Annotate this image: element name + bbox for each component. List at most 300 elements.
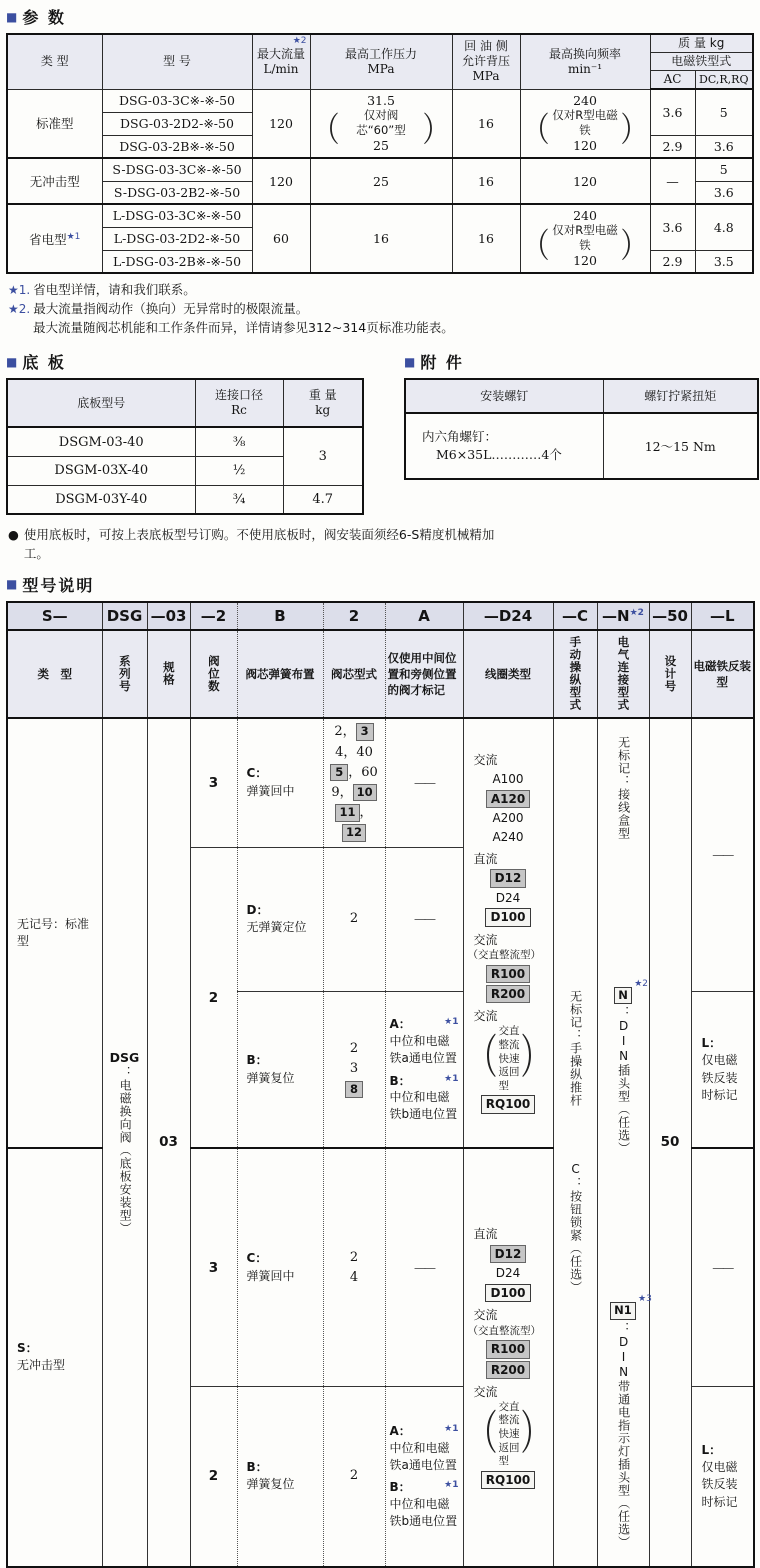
frequency-top: 240 (573, 208, 597, 223)
reverse-cell (691, 1148, 754, 1386)
mass-ac: — (650, 158, 695, 204)
big-paren-right: ） (620, 111, 648, 151)
table-row (7, 427, 363, 456)
positions-value: 2 (208, 1468, 219, 1485)
mark-a-code: A： (389, 1423, 411, 1438)
option-value: A240 (492, 829, 524, 844)
pressure-bottom: 25 (373, 137, 389, 153)
col-header-backpressure (452, 34, 520, 89)
spool-cell (323, 848, 385, 992)
electrical-cell (597, 718, 652, 1567)
spring-code: D： (246, 903, 269, 918)
baseplate-section (6, 348, 364, 515)
desc-mark: 仅使用中间位置和旁侧位置的阀才标记 (385, 630, 463, 718)
spring-code: C： (246, 766, 268, 781)
mark-option-b (390, 1479, 459, 1529)
boxed-option: R200 (486, 985, 530, 1003)
reverse-cell (691, 718, 754, 992)
subtitle-line: 型 (498, 1079, 509, 1092)
big-paren-left: （ (467, 1031, 498, 1086)
weight-line1: 重 量 (308, 388, 337, 403)
coil-group-label: 直流 (473, 851, 498, 866)
option-value: 2 (334, 724, 343, 740)
coil-option-row (466, 890, 551, 907)
model-cell: DSG-03-2D2-※-50 (102, 112, 252, 135)
params-title-text: 参 数 (22, 8, 66, 27)
mark-option-b (390, 1073, 459, 1123)
eco-footnote-mark: ★1 (66, 231, 81, 242)
big-paren-right: ） (520, 1031, 551, 1086)
mark-b-text: 中位和电磁铁b通电位置 (389, 1090, 458, 1122)
boxed-option: RQ100 (481, 1471, 536, 1489)
frequency-value (520, 89, 650, 158)
coil-options (466, 1095, 551, 1113)
port-size: ½ (195, 456, 283, 485)
footnote-text: 最大流量指阀动作（换向）无异常时的极限流量。 (33, 300, 309, 316)
desc-positions (190, 630, 237, 718)
code-dsg: DSG (102, 602, 147, 630)
port-size: ¾ (195, 485, 283, 514)
boxed-option: 3 (356, 723, 374, 741)
boxed-option: R200 (486, 1361, 530, 1379)
mounting-screw-value (405, 413, 603, 479)
subtitle-line: 交直整流 (498, 1400, 520, 1427)
option-value: 4 (335, 744, 344, 760)
design-number: 50 (660, 1134, 680, 1151)
coil-option-row (466, 1284, 551, 1302)
coil-group-label: 交流 (473, 932, 498, 947)
backpressure-header-line2: 允许背压 (461, 54, 510, 69)
mark-cell (385, 1148, 463, 1386)
big-paren-left: （ (522, 226, 550, 266)
dash: —— (712, 847, 733, 862)
baseplate-section-title (6, 350, 364, 373)
baseplate-table (6, 378, 364, 515)
flow-header-line2: L/min (263, 61, 299, 76)
series-code: DSG (109, 1049, 140, 1065)
desc-series (102, 630, 147, 718)
electrical-option-n (614, 978, 648, 1156)
spool-option-row (326, 722, 383, 742)
coil-group (466, 1307, 551, 1379)
backpressure-header-line1: 回 油 侧 (464, 39, 508, 54)
n1-note: ★3 (638, 1294, 652, 1305)
frequency-bottom: 120 (573, 137, 597, 153)
option-value: A200 (492, 811, 524, 826)
spool-option-row (326, 1248, 383, 1268)
col-header-mass: 质 量 kg (650, 34, 753, 53)
spool-option-row (326, 1080, 383, 1100)
coil-group-subtitle: （交直整流型） (467, 1324, 541, 1337)
code-n (597, 602, 649, 630)
dash: —— (712, 1260, 733, 1275)
option-value: D24 (495, 890, 521, 905)
col-header-dc: DC,R,RQ (695, 71, 753, 90)
frequency-value (520, 204, 650, 273)
n-footnote-mark: ★2 (629, 607, 644, 618)
separator: ， (342, 724, 356, 740)
model-title-text: 型号说明 (22, 575, 95, 595)
col-header-model: 型 号 (102, 34, 252, 89)
coil-option-row (466, 810, 551, 827)
type-shockless: 无冲击型 (7, 158, 102, 204)
spring-cell (237, 1387, 323, 1567)
electrical-default: 无标记：接线盒型 (616, 735, 631, 840)
boxed-option: RQ100 (481, 1095, 536, 1113)
flow-value: 120 (252, 158, 310, 204)
frequency-condition: 仅对R型电磁铁 (552, 223, 618, 252)
model-cell: S-DSG-03-2B2-※-50 (102, 181, 252, 204)
positions-cell (190, 1387, 237, 1567)
coil-group-subtitle: （交直整流型） (467, 949, 541, 962)
frequency-top: 240 (573, 92, 597, 108)
spring-cell (237, 718, 323, 848)
code-s: S— (7, 602, 102, 630)
subtitle-line: 交直整流 (498, 1025, 520, 1051)
coil-group (466, 752, 551, 845)
spring-cell (237, 991, 323, 1148)
col-header-weight (283, 379, 363, 427)
desc-electrical (597, 630, 649, 718)
baseplate-weight: 3 (283, 427, 363, 485)
coil-options (466, 771, 551, 846)
desc-size (147, 630, 190, 718)
positions-cell (190, 1148, 237, 1386)
boxed-option: R100 (486, 1340, 530, 1358)
boxed-option: 8 (345, 1081, 363, 1099)
description-row (7, 630, 754, 718)
boxed-option: D12 (490, 1245, 527, 1263)
dash: —— (414, 775, 434, 790)
code-l: —L (691, 602, 754, 630)
accessory-section (404, 348, 759, 480)
coil-option-row (466, 1095, 551, 1113)
type-ecosave-label: 省电型 (29, 231, 67, 247)
big-paren-right: ） (620, 226, 648, 266)
spring-label: 弹簧复位 (246, 1070, 295, 1085)
coil-option-row (466, 985, 551, 1003)
coil-group (466, 932, 551, 1004)
spring-label: 弹簧回中 (246, 783, 295, 798)
col-header-mounting-screw: 安装螺钉 (405, 379, 603, 413)
frequency-condition: 仅对R型电磁铁 (552, 107, 618, 137)
mark-a-note: ★1 (444, 1017, 459, 1028)
mark-b-note: ★1 (444, 1073, 459, 1084)
model-section-title (6, 573, 755, 596)
spring-label: 弹簧复位 (246, 1477, 295, 1492)
mass-ac: 2.9 (650, 250, 695, 273)
desc-reverse: 电磁铁反装型 (691, 630, 754, 718)
code-row (7, 602, 754, 630)
desc-size-text: 规格 (161, 661, 176, 687)
big-paren-left: （ (522, 111, 550, 151)
mark-cell (385, 848, 463, 992)
parameters-table (6, 33, 754, 274)
col-header-torque: 螺钉拧紧扭矩 (603, 379, 758, 413)
screw-line2: M6×35L…………4个 (436, 447, 562, 463)
accessory-section-title (404, 350, 759, 373)
desc-manual (553, 630, 597, 718)
baseplate-model: DSGM-03X-40 (7, 456, 195, 485)
pressure-header-line1: 最高工作压力 (344, 46, 417, 61)
frequency-header-line2: min⁻¹ (567, 61, 603, 76)
col-header-port-size (195, 379, 283, 427)
positions-cell (190, 848, 237, 1149)
col-header-solenoid-type: 电磁铁型式 (650, 53, 753, 71)
reverse-cell (691, 1387, 754, 1567)
mark-a-code: A： (389, 1017, 411, 1032)
model-cell: DSG-03-3C※-※-50 (102, 89, 252, 112)
coil-option-row (466, 908, 551, 926)
col-header-frequency (520, 34, 650, 89)
option-value: 3 (349, 1061, 359, 1077)
coil-options (466, 965, 551, 1003)
section-square-icon: ■ (6, 9, 18, 24)
series-cell (102, 718, 147, 1567)
boxed-option: 5 (330, 764, 348, 782)
mark-a-text: 中位和电磁铁a通电位置 (389, 1440, 457, 1472)
desc-design (649, 630, 691, 718)
design-cell (649, 718, 691, 1567)
type-shockless-code: S： (17, 1341, 38, 1356)
n-label: ：DIN插头型（任选） (616, 1006, 631, 1156)
accessory-table (404, 378, 759, 480)
spool-cell (323, 1148, 385, 1386)
footnote-text: 最大流量随阀芯机能和工作条件而异，详情请参见312~314页标准功能表。 (33, 319, 454, 335)
option-value: D24 (495, 1265, 521, 1280)
code-spool: 2 (323, 602, 385, 630)
series-description: ：电磁换向阀（底板安装型） (118, 1065, 133, 1235)
subtitle-line: 快速返回 (498, 1052, 520, 1079)
model-code-table (6, 601, 755, 1568)
reverse-l-code: L： (701, 1442, 722, 1457)
desc-type: 类 型 (7, 630, 102, 718)
spool-option-row (326, 1059, 383, 1079)
boxed-option: 10 (353, 784, 377, 802)
coil-option-row (466, 771, 551, 788)
flow-value: 120 (252, 89, 310, 158)
coil-option-row (466, 1340, 551, 1358)
reverse-l-code: L： (701, 1035, 722, 1050)
col-header-flow (252, 34, 310, 89)
mass-dc: 3.6 (695, 181, 753, 204)
col-header-baseplate-model: 底板型号 (7, 379, 195, 427)
section-square-icon: ■ (6, 577, 18, 592)
separator: ， (348, 764, 362, 780)
type-shockless-cell (7, 1148, 102, 1566)
coil-options (466, 1340, 551, 1378)
spool-option-row (326, 743, 383, 763)
port-size-line2: Rc (231, 403, 247, 418)
desc-electrical-text: 电气连接型式 (616, 636, 631, 712)
coil-group-label: 交流 (473, 753, 498, 768)
coil-group-label: 交流 (473, 1009, 498, 1024)
dash: —— (414, 1260, 434, 1275)
spring-cell (237, 848, 323, 992)
footnote-mark: ★1. (8, 283, 31, 298)
mass-ac: 2.9 (650, 135, 695, 158)
positions-value: 2 (208, 989, 219, 1006)
col-header-type: 类 型 (7, 34, 102, 89)
size-cell (147, 718, 190, 1567)
backpressure-value: 16 (452, 158, 520, 204)
model-cell: L-DSG-03-2D2-※-50 (102, 227, 252, 250)
separator: ， (339, 784, 353, 800)
coil-option-row (466, 869, 551, 887)
backpressure-value: 16 (452, 89, 520, 158)
option-value: 9 (331, 784, 340, 800)
footnote-mark: ★2. (8, 301, 31, 316)
spool-option-row (326, 783, 383, 803)
coil-options (466, 1245, 551, 1302)
mark-b-code: B： (389, 1480, 411, 1495)
option-value: 2 (349, 911, 359, 927)
pressure-top: 31.5 (367, 92, 395, 108)
mark-option-a (390, 1423, 459, 1473)
boxed-option: R100 (486, 965, 530, 983)
reverse-l-text: 仅电磁铁反装时标记 (701, 1459, 738, 1509)
option-value: 4 (349, 1269, 359, 1285)
spring-label: 弹簧回中 (246, 1268, 295, 1283)
type-standard-cell: 无记号：标准型 (7, 718, 102, 1149)
pressure-condition: 仅对阀芯“60”型 (356, 107, 406, 137)
footnote-3 (8, 319, 755, 338)
accessory-title-text: 附 件 (420, 353, 464, 373)
bullet-icon: ● (8, 527, 19, 543)
spool-cell (323, 1387, 385, 1567)
code-b: B (237, 602, 323, 630)
spring-code: C： (246, 1251, 268, 1266)
big-paren-left: （ (467, 1406, 498, 1462)
electrical-option-n1 (610, 1294, 652, 1549)
mass-dc: 3.6 (695, 135, 753, 158)
footnote-mark (8, 319, 30, 338)
table-row (7, 89, 753, 112)
type-shockless-label: 无冲击型 (17, 1358, 66, 1373)
baseplate-title-text: 底 板 (22, 353, 66, 373)
separator: ， (359, 805, 373, 821)
desc-series-text: 系列号 (117, 654, 132, 693)
spring-label: 无弹簧定位 (246, 920, 307, 935)
torque-value: 12～15 Nm (603, 413, 758, 479)
mark-a-text: 中位和电磁铁a通电位置 (389, 1033, 457, 1065)
backpressure-header-line3: MPa (472, 69, 500, 84)
coil-group-subtitle (466, 1025, 551, 1093)
baseplate-model: DSGM-03-40 (7, 427, 195, 456)
coil-option-row (466, 829, 551, 846)
boxed-option: 11 (335, 804, 359, 822)
coil-group-label: 交流 (473, 1384, 498, 1399)
code-a: A (385, 602, 463, 630)
option-value: 2 (349, 1041, 359, 1057)
flow-value: 60 (252, 204, 310, 273)
mark-option-a (390, 1016, 459, 1066)
mass-ac: 3.6 (650, 89, 695, 135)
n-box: N (614, 987, 632, 1005)
reverse-l-text: 仅电磁铁反装时标记 (701, 1053, 738, 1102)
n1-label: ：DIN带通电指示灯插头型（任选） (616, 1321, 631, 1549)
spool-option-row (326, 909, 383, 929)
mark-cell (385, 991, 463, 1148)
coil-group (466, 851, 551, 927)
coil-group-label: 交流 (473, 1307, 498, 1322)
code-c: —C (553, 602, 597, 630)
code-n-text: —N (602, 606, 630, 625)
mass-dc: 3.5 (695, 250, 753, 273)
table-row (405, 413, 758, 479)
baseplate-model: DSGM-03Y-40 (7, 485, 195, 514)
model-cell: S-DSG-03-3C※-※-50 (102, 158, 252, 181)
section-square-icon: ■ (6, 354, 18, 369)
desc-spool: 阀芯型式 (323, 630, 385, 718)
frequency-value: 120 (520, 158, 650, 204)
boxed-option: D100 (485, 908, 530, 926)
model-cell: DSG-03-2B※-※-50 (102, 135, 252, 158)
baseplate-accessory-row (6, 348, 755, 515)
positions-value: 3 (208, 1259, 219, 1276)
coil-group-label: 直流 (473, 1226, 498, 1241)
type-ecosave (7, 204, 102, 273)
spool-option-row (326, 1039, 383, 1059)
boxed-option: D12 (490, 869, 527, 887)
port-size: ⅜ (195, 427, 283, 456)
params-section-title (6, 5, 755, 28)
coil-option-row (466, 1245, 551, 1263)
boxed-option: D100 (485, 1284, 530, 1302)
coil-option-row (466, 790, 551, 808)
table-row (7, 485, 363, 514)
coil-options (466, 1471, 551, 1489)
desc-spring: 阀芯弹簧布置 (237, 630, 323, 718)
big-paren-right: ） (422, 111, 450, 151)
code-2: —2 (190, 602, 237, 630)
pressure-header-line2: MPa (367, 61, 395, 76)
section-square-icon: ■ (404, 354, 416, 369)
coil-option-row (466, 1471, 551, 1489)
subtitle-lines (499, 1025, 520, 1093)
baseplate-note-text: 使用底板时，可按上表底板型号订购。不使用底板时，阀安装面须经6-S精度机械精加工。 (23, 527, 495, 561)
mark-cell (385, 1387, 463, 1567)
mark-a-note: ★1 (444, 1423, 459, 1434)
coil-options (466, 869, 551, 926)
code-50: —50 (649, 602, 691, 630)
footnote-1 (8, 281, 755, 300)
spring-cell (237, 1148, 323, 1386)
manual-cell (553, 718, 597, 1567)
coil-cell-standard (463, 718, 553, 1149)
params-footnotes (8, 281, 755, 337)
spring-code: B： (246, 1053, 268, 1068)
col-header-ac: AC (650, 71, 695, 90)
flow-header-line1: 最大流量 (256, 46, 305, 61)
big-paren-right: ） (520, 1406, 551, 1462)
positions-cell (190, 718, 237, 848)
separator: ， (343, 744, 357, 760)
spool-cell (323, 718, 385, 848)
port-size-line1: 连接口径 (214, 388, 263, 403)
coil-cell-shockless (463, 1148, 553, 1566)
manual-default: 无标记：手操纵推杆 (568, 990, 583, 1108)
mass-dc: 5 (695, 89, 753, 135)
spool-option-row (326, 763, 383, 783)
subtitle-line: 型 (498, 1455, 509, 1468)
n1-box: N1 (610, 1302, 636, 1320)
mark-cell (385, 718, 463, 848)
model-cell: L-DSG-03-3C※-※-50 (102, 204, 252, 227)
weight-line2: kg (315, 403, 331, 418)
mass-ac: 3.6 (650, 204, 695, 250)
positions-value: 3 (208, 774, 219, 791)
